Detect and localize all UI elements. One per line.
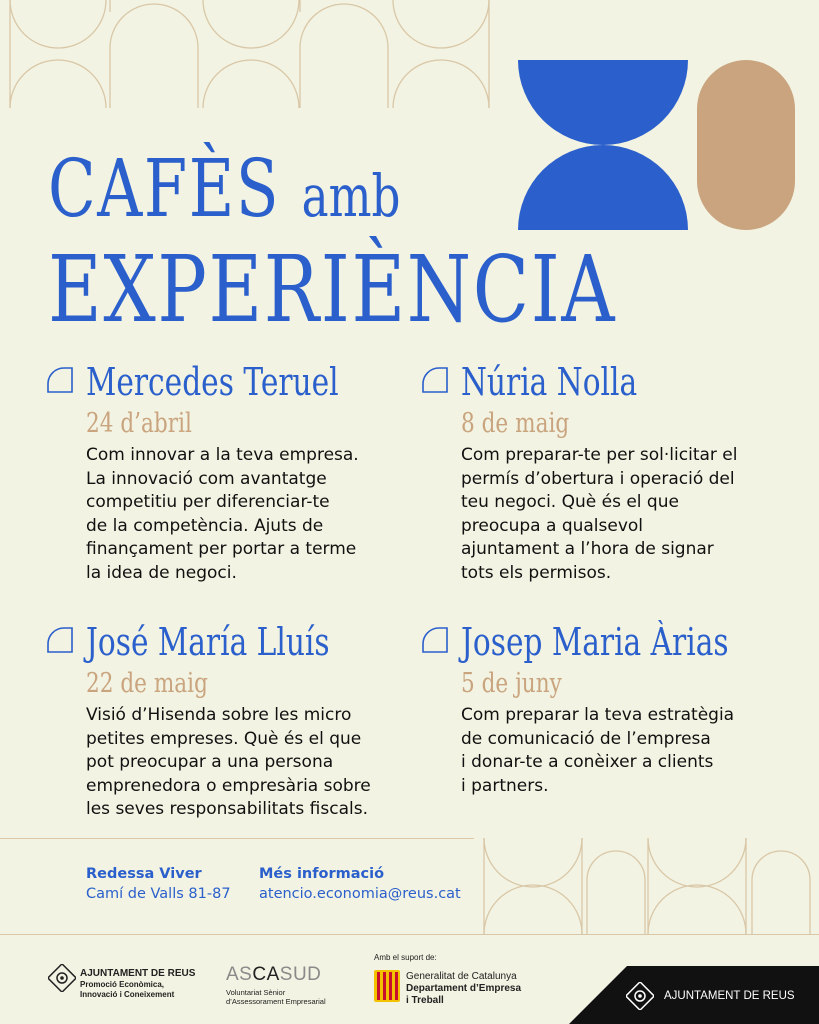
ajuntament-crest-icon (48, 964, 76, 992)
more-info-email[interactable]: atencio.economia@reus.cat (259, 886, 461, 902)
quarter-circle-icon (46, 626, 74, 654)
ascasud-logo: ASCASUD (226, 964, 322, 985)
divider-line (0, 838, 474, 839)
quarter-circle-icon (421, 626, 449, 654)
speaker-description: Com preparar-te per sol·licitar el permís d’obertura i operació del teu negoci. Què és el que preocupa a qualsevol ajuntament a l’hora de signar tots els permisos. (461, 445, 738, 583)
speaker-date: 24 d’abril (86, 408, 192, 439)
speaker-card-1 (46, 360, 386, 583)
speaker-name: Mercedes Teruel (86, 360, 339, 404)
speaker-name: Josep Maria Àrias (461, 620, 729, 664)
speaker-description: Visió d’Hisenda sobre les micro petites empreses. Què és el que pot preocupar a una persona emprenedora o empresària sobre les seves responsabilitats fiscals. (86, 705, 371, 819)
speaker-date: 5 de juny (461, 668, 562, 699)
generalitat-line-1: Generalitat de Catalunya (406, 971, 517, 982)
ajuntament-logo-line-2: Promoció Econòmica, (80, 980, 165, 989)
title-line-1 (48, 142, 400, 235)
speaker-card-4 (421, 620, 761, 796)
generalitat-line-3: i Treball (406, 995, 444, 1006)
speaker-description: Com innovar a la teva empresa. La innovació com avantatge competitiu per diferenciar-te de la competència. Ajuts de finançament per portar a terme la idea de negoci. (86, 445, 359, 583)
speaker-date: 8 de maig (461, 408, 570, 439)
speaker-card-3 (46, 620, 386, 819)
speaker-description: Com preparar la teva estratègia de comunicació de l’empresa i donar-te a conèixer a clients i partners. (461, 705, 735, 796)
divider-line (0, 934, 819, 935)
ascasud-line-1: Voluntariat Sènior (226, 988, 286, 997)
generalitat-line-2: Departament d’Empresa (406, 983, 522, 994)
title-word-cafes: CAFÈS (48, 142, 281, 235)
title-line-2: EXPERIÈNCIA (48, 236, 617, 343)
quarter-circle-icon (46, 366, 74, 394)
generalitat-flag-icon (374, 970, 400, 1002)
ajuntament-crest-icon (626, 982, 654, 1010)
venue-title: Redessa Viver (86, 866, 202, 882)
quarter-circle-icon (421, 366, 449, 394)
support-label: Amb el suport de: (374, 953, 437, 962)
ajuntament-logo-line-3: Innovació i Coneixement (80, 990, 175, 999)
speaker-name: José María Lluís (86, 620, 330, 664)
ascasud-line-2: d’Assessorament Empresarial (226, 997, 326, 1006)
venue-address: Camí de Valls 81-87 (86, 886, 231, 902)
speaker-date: 22 de maig (86, 668, 208, 699)
speaker-name: Núria Nolla (461, 360, 638, 404)
footer-ajuntament-label: AJUNTAMENT DE REUS (664, 990, 795, 1002)
speaker-card-2 (421, 360, 761, 583)
title-word-amb: amb (301, 162, 401, 230)
ajuntament-logo-line-1: AJUNTAMENT DE REUS (80, 968, 196, 979)
more-info-title: Més informació (259, 866, 385, 882)
